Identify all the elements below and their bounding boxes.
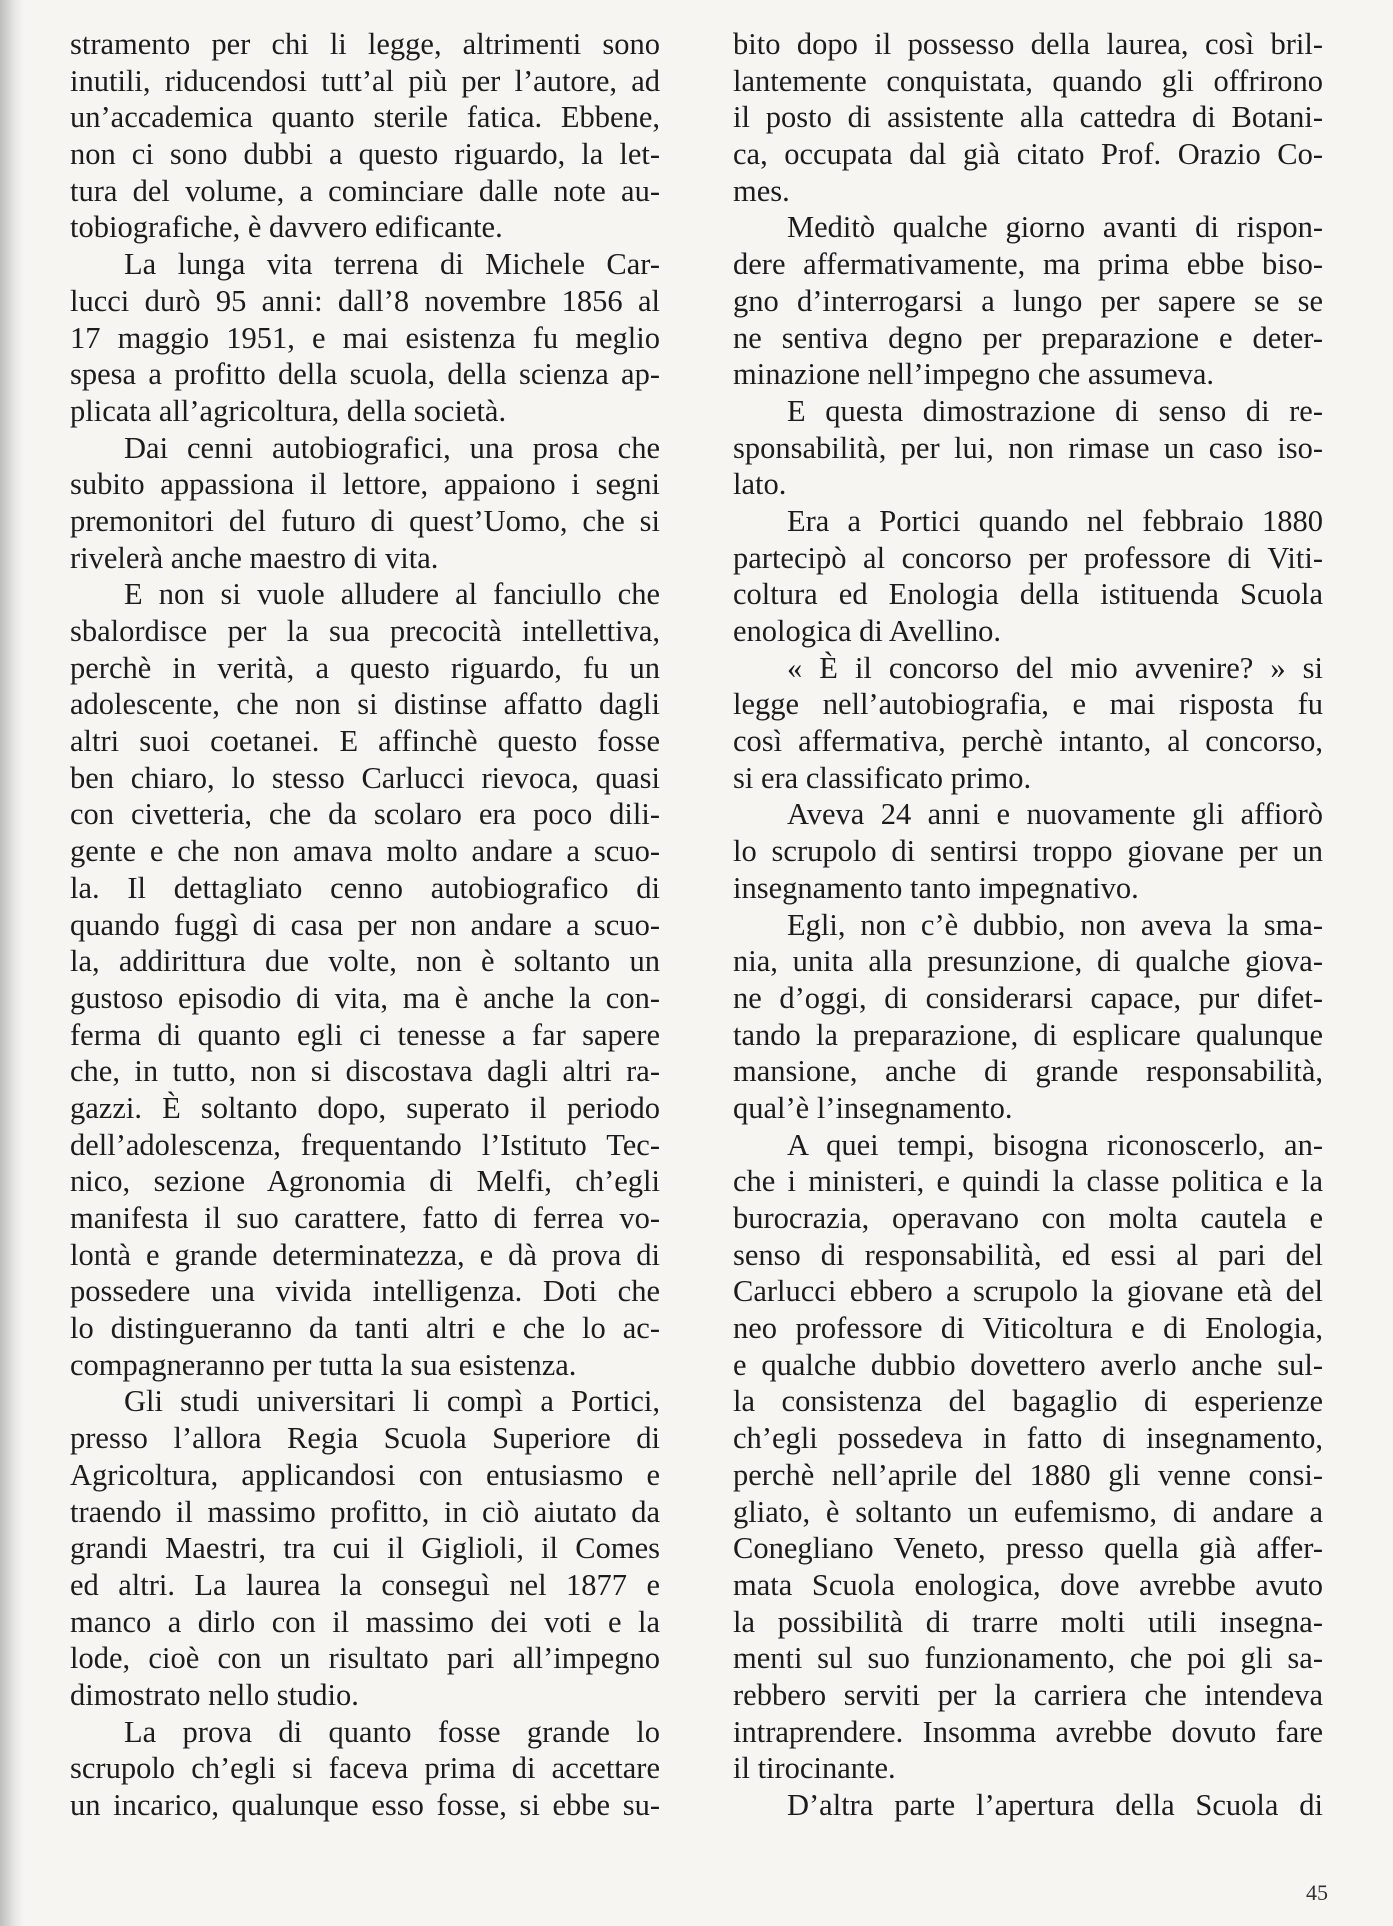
- text-line: Carlucci ebbero a scrupolo la giovane età del: [733, 1274, 1323, 1309]
- text-line: che i ministeri, e quindi la classe politica e la: [733, 1164, 1323, 1199]
- text-line: presso l’allora Regia Scuola Superiore di: [70, 1421, 660, 1456]
- text-line: un’accademica quanto sterile fatica. Ebbene,: [70, 100, 660, 135]
- text-line: gno d’interrogarsi a lungo per sapere se se: [733, 283, 1323, 318]
- text-line: E non si vuole alludere al fanciullo che: [124, 577, 660, 612]
- text-line: ne d’oggi, di considerarsi capace, pur difet-: [733, 980, 1323, 1015]
- text-line: senso di responsabilità, ed essi al pari del: [733, 1237, 1323, 1272]
- text-line: non ci sono dubbi a questo riguardo, la let-: [70, 137, 660, 172]
- page-binding-shadow: [0, 0, 24, 1926]
- text-line: E questa dimostrazione di senso di re-: [787, 393, 1323, 428]
- text-line: mansione, anche di grande responsabilità,: [733, 1054, 1323, 1089]
- text-line: ca, occupata dal già citato Prof. Orazio Co-: [733, 137, 1323, 172]
- text-line: perchè nell’aprile del 1880 gli venne consi-: [733, 1457, 1323, 1492]
- text-line: D’altra parte l’apertura della Scuola di: [787, 1788, 1323, 1822]
- text-line: nico, sezione Agronomia di Melfi, ch’egli: [70, 1164, 660, 1199]
- text-line: subito appassiona il lettore, appaiono i segni: [70, 467, 660, 502]
- page-number: 45: [1306, 1880, 1328, 1905]
- text-line: menti sul suo funzionamento, che poi gli sa-: [733, 1641, 1323, 1676]
- text-line: burocrazia, operavano con molta cautela e: [733, 1201, 1323, 1235]
- text-line: nia, unita alla presunzione, di qualche giova-: [733, 944, 1323, 979]
- text-line: Egli, non c’è dubbio, non aveva la sma-: [787, 907, 1323, 942]
- text-line: Era a Portici quando nel febbraio 1880: [787, 503, 1323, 538]
- text-line: coltura ed Enologia della istituenda Scuola: [733, 577, 1323, 612]
- text-line: 17 maggio 1951, e mai esistenza fu meglio: [70, 320, 660, 355]
- text-line: gliato, è soltanto un eufemismo, di andare a: [733, 1494, 1323, 1529]
- text-line: si era classificato primo.: [733, 760, 1032, 795]
- text-line: « È il concorso del mio avvenire? » si: [787, 650, 1323, 685]
- text-line: legge nell’autobiografia, e mai risposta fu: [733, 687, 1323, 722]
- text-line: così affermativa, perchè intanto, al concorso,: [733, 724, 1323, 759]
- text-line: gente e che non amava molto andare a scuo-: [70, 834, 660, 869]
- text-line: mes.: [733, 173, 790, 208]
- text-line: lo distingueranno da tanti altri e che lo ac-: [70, 1311, 660, 1346]
- text-line: Conegliano Veneto, presso quella già affer-: [733, 1531, 1323, 1566]
- text-line: dere affermativamente, ma prima ebbe biso-: [733, 247, 1323, 282]
- text-line: la possibilità di trarre molti utili insegna-: [733, 1604, 1323, 1639]
- text-line: manifesta il suo carattere, fatto di ferrea vo-: [70, 1201, 660, 1235]
- text-line: quando fuggì di casa per non andare a scuo-: [70, 907, 660, 942]
- text-line: compagneranno per tutta la sua esistenza.: [70, 1347, 577, 1382]
- text-line: e qualche dubbio dovettero averlo anche sul-: [733, 1347, 1323, 1382]
- text-line: possedere una vivida intelligenza. Doti che: [70, 1274, 660, 1309]
- text-line: con civetteria, che da scolaro era poco dili-: [70, 797, 660, 832]
- text-line: neo professore di Viticoltura e di Enologia,: [733, 1311, 1323, 1346]
- left-text-column: [70, 26, 660, 1824]
- text-line: traendo il massimo profitto, in ciò aiutato da: [70, 1494, 660, 1529]
- text-line: lucci durò 95 anni: dall’8 novembre 1856 al: [70, 283, 660, 318]
- text-line: la. Il dettagliato cenno autobiografico di: [70, 870, 660, 905]
- text-line: gazzi. È soltanto dopo, superato il periodo: [70, 1090, 660, 1125]
- text-line: minazione nell’impegno che assumeva.: [733, 357, 1215, 392]
- text-line: lantemente conquistata, quando gli offrirono: [733, 63, 1323, 98]
- text-line: insegnamento tanto impegnativo.: [733, 870, 1139, 905]
- text-line: lontà e grande determinatezza, e dà prova di: [70, 1237, 660, 1272]
- text-line: Aveva 24 anni e nuovamente gli affiorò: [787, 797, 1323, 832]
- text-line: lato.: [733, 467, 787, 502]
- text-line: ed altri. La laurea la conseguì nel 1877 e: [70, 1567, 660, 1602]
- text-line: il tirocinante.: [733, 1751, 896, 1786]
- text-line: La lunga vita terrena di Michele Car-: [124, 247, 660, 282]
- text-line: bito dopo il possesso della laurea, così bril-: [733, 27, 1323, 61]
- text-line: Agricoltura, applicandosi con entusiasmo e: [70, 1457, 660, 1492]
- text-line: rivelerà anche maestro di vita.: [70, 540, 439, 575]
- text-line: sponsabilità, per lui, non rimase un caso iso-: [733, 430, 1323, 465]
- text-line: la, addirittura due volte, non è soltanto un: [70, 944, 660, 979]
- text-line: lode, cioè con un risultato pari all’impegno: [70, 1641, 660, 1676]
- text-line: A quei tempi, bisogna riconoscerlo, an-: [787, 1127, 1323, 1162]
- text-line: ben chiaro, lo stesso Carlucci rievoca, quasi: [70, 760, 660, 795]
- text-line: qual’è l’insegnamento.: [733, 1090, 1013, 1125]
- text-line: sbalordisce per la sua precocità intellettiva,: [70, 614, 660, 648]
- text-line: tando la preparazione, di esplicare qualunque: [733, 1017, 1323, 1052]
- text-line: tobiografiche, è davvero edificante.: [70, 210, 503, 245]
- text-line: lo scrupolo di sentirsi troppo giovane per un: [733, 834, 1323, 869]
- text-line: manco a dirlo con il massimo dei voti e la: [70, 1604, 660, 1639]
- text-line: dell’adolescenza, frequentando l’Istituto Tec-: [70, 1127, 660, 1162]
- text-line: la consistenza del bagaglio di esperienze: [733, 1384, 1323, 1419]
- text-line: plicata all’agricoltura, della società.: [70, 393, 507, 428]
- text-line: Gli studi universitari li compì a Portici,: [124, 1384, 660, 1419]
- text-line: che, in tutto, non si discostava dagli altri ra-: [70, 1054, 660, 1089]
- text-line: enologica di Avellino.: [733, 614, 1001, 648]
- text-line: tura del volume, a cominciare dalle note au-: [70, 173, 660, 208]
- text-line: rebbero serviti per la carriera che intendeva: [733, 1677, 1323, 1712]
- text-line: perchè in verità, a questo riguardo, fu un: [70, 650, 660, 685]
- text-line: spesa a profitto della scuola, della scienza ap-: [70, 357, 660, 392]
- text-line: intraprendere. Insomma avrebbe dovuto fare: [733, 1714, 1323, 1749]
- text-line: ch’egli possedeva in fatto di insegnamento,: [733, 1421, 1323, 1456]
- text-line: ne sentiva degno per preparazione e deter-: [733, 320, 1323, 355]
- text-line: altri suoi coetanei. E affinchè questo fosse: [70, 724, 660, 759]
- text-line: Dai cenni autobiografici, una prosa che: [124, 430, 660, 465]
- text-line: ferma di quanto egli ci tenesse a far sapere: [70, 1017, 660, 1052]
- text-line: grandi Maestri, tra cui il Giglioli, il Comes: [70, 1531, 660, 1566]
- text-line: stramento per chi li legge, altrimenti sono: [70, 27, 660, 61]
- text-line: partecipò al concorso per professore di Viti-: [733, 540, 1323, 575]
- text-line: gustoso episodio di vita, ma è anche la con-: [70, 980, 660, 1015]
- text-line: scrupolo ch’egli si faceva prima di accettare: [70, 1751, 660, 1786]
- text-line: La prova di quanto fosse grande lo: [124, 1714, 660, 1749]
- text-line: dimostrato nello studio.: [70, 1677, 359, 1712]
- text-line: adolescente, che non si distinse affatto dagli: [70, 687, 660, 722]
- right-text-column: [733, 26, 1323, 1824]
- text-line: premonitori del futuro di quest’Uomo, che si: [70, 503, 660, 538]
- text-line: Meditò qualche giorno avanti di rispon-: [787, 210, 1323, 245]
- text-line: un incarico, qualunque esso fosse, si ebbe su-: [70, 1788, 660, 1822]
- text-line: il posto di assistente alla cattedra di Botani-: [733, 100, 1323, 135]
- text-line: inutili, riducendosi tutt’al più per l’autore, ad: [70, 63, 660, 98]
- text-line: mata Scuola enologica, dove avrebbe avuto: [733, 1567, 1323, 1602]
